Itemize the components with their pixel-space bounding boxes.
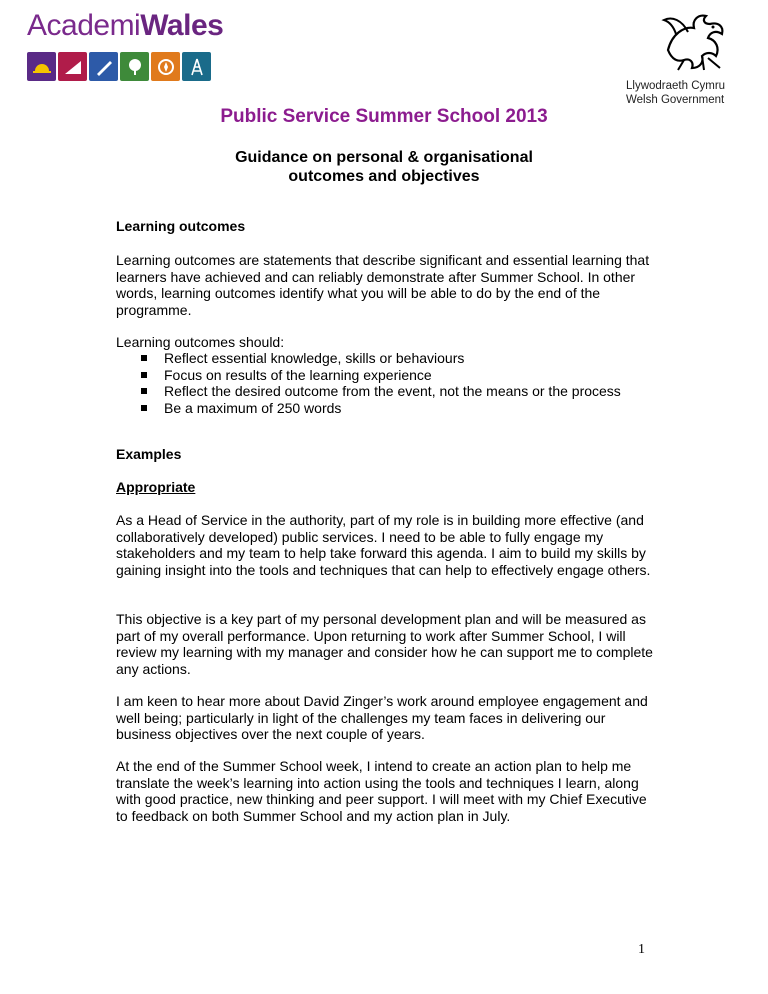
pylon-icon xyxy=(182,52,211,81)
gov-name-welsh: Llywodraeth Cymru xyxy=(626,80,726,92)
welsh-government-logo xyxy=(620,10,750,105)
page-title: Public Service Summer School 2013 xyxy=(220,106,548,127)
list-item: Reflect the desired outcome from the event, not the means or the process xyxy=(138,383,658,400)
list-item: Focus on results of the learning experience xyxy=(138,367,658,384)
academi-wales-wordmark: AcademiWales xyxy=(27,9,224,42)
should-intro: Learning outcomes should: xyxy=(116,334,285,350)
pen-icon xyxy=(89,52,118,81)
example-paragraph-2: This objective is a key part of my personal development plan and will be measured as part of my overall performance. Upon returning to work after Summer School, I will review my learning with my manager and consider how he can support me to complete any actions. xyxy=(116,611,653,677)
ramp-icon xyxy=(58,52,87,81)
heading-appropriate: Appropriate xyxy=(116,479,196,495)
compass-icon xyxy=(151,52,180,81)
example-paragraph-4: At the end of the Summer School week, I intend to create an action plan to help me translate the week’s learning into action using the tools and techniques I learn, along with good practice, new thinking and peer support. I will meet with my Chief Executive to feedback on both Summer School and my action plan in July. xyxy=(116,758,647,824)
list-item: Reflect essential knowledge, skills or behaviours xyxy=(138,350,658,367)
example-paragraph-3: I am keen to hear more about David Zinger’s work around employee engagement and well being; particularly in light of the challenges my team faces in delivering our business objectives over the next couple of years. xyxy=(116,693,648,742)
heading-examples: Examples xyxy=(116,446,182,462)
list-item: Be a maximum of 250 words xyxy=(138,400,658,417)
subtitle-line-1: Guidance on personal & organisational xyxy=(235,149,533,166)
heading-learning-outcomes: Learning outcomes xyxy=(116,218,246,234)
dragon-icon xyxy=(658,10,730,72)
outcome-criteria-list xyxy=(138,350,658,416)
example-paragraph-1: As a Head of Service in the authority, part of my role is in building more effective (and collaboratively developed) public services. I need to be able to fully engage my stakeholders and my team to help take forward this agenda. I aim to build my skills by gaining insight into the tools and techniques that can help to effectively engage others. xyxy=(116,512,651,578)
sunrise-icon xyxy=(27,52,56,81)
academi-wales-logo xyxy=(27,10,237,80)
gov-name-english: Welsh Government xyxy=(626,94,725,106)
logo-tiles xyxy=(27,52,211,81)
intro-paragraph: Learning outcomes are statements that describe significant and essential learning that learners have achieved and can reliably demonstrate after Summer School. In other words, learning outcomes identify what you will be able to do by the end of the programme. xyxy=(116,252,650,318)
page-number: 1 xyxy=(638,942,645,957)
tree-icon xyxy=(120,52,149,81)
subtitle-line-2: outcomes and objectives xyxy=(288,168,480,185)
